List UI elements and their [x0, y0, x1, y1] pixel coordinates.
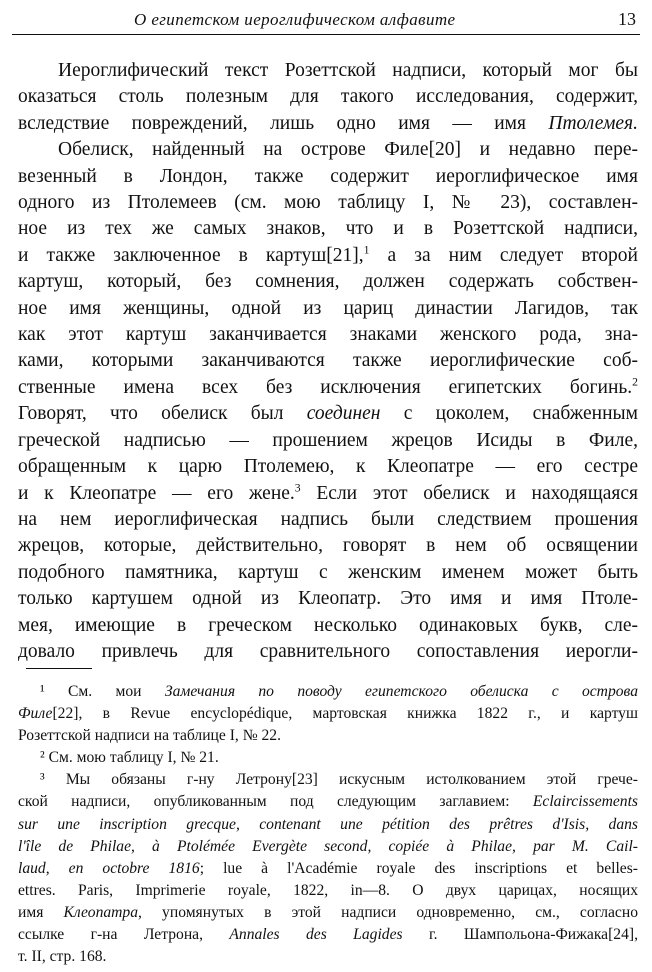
editor-reference: [23] [291, 771, 318, 789]
paragraph-2-line-18: только картушем одной из Клеопатр. Это имя и имя Птоле- [18, 588, 638, 610]
text-run: ; lue à l'Académie royale des inscriptions et belles- [199, 859, 638, 877]
page-number: 13 [618, 9, 636, 29]
footnotes [18, 681, 638, 968]
text-run: ственные имена всех без исключения египетских богинь. [18, 376, 633, 398]
footnote-2: ² См. мою таблицу I, № 21. [40, 749, 219, 767]
footnote-3-line-2 [18, 791, 638, 813]
italic-word: соединен [306, 403, 381, 425]
text-run: искусным истолкованием этой грече- [317, 771, 638, 789]
main-text [18, 58, 638, 665]
running-header [12, 8, 640, 35]
text-run: ской надписи, опубликованным под следующим заглавием: [18, 793, 510, 811]
editor-reference: [22] [52, 705, 79, 723]
footnote-3-line-9: т. II, стр. 168. [18, 948, 107, 966]
footnote-marker-2: 2 [632, 375, 638, 389]
footnote-3-line-1 [18, 769, 638, 791]
italic-title: Филе [18, 705, 53, 723]
italic-name-cleopatra: Клеопатра [63, 903, 139, 921]
text-run: , [634, 926, 638, 944]
footnote-1-line-1 [18, 681, 638, 703]
text-run: с цоколем, снабженным [403, 403, 638, 425]
paragraph-2-line-11 [18, 401, 638, 427]
paragraph-2-line-20: довало привлечь для сравнительного сопоставления иерогли- [18, 640, 638, 662]
text-run: Говорят, что обелиск был [18, 403, 284, 425]
footnote-divider [26, 668, 92, 669]
text-run: и к Клеопатре — его жене. [18, 482, 295, 504]
italic-title: Eclaircissements [532, 793, 638, 811]
text-run: , в Revue encyclopédique, мартовская книжка 1822 г., и картуш [78, 705, 638, 723]
footnote-marker-3: 3 [294, 481, 301, 494]
text-run: ссылке г-на Летрона, [18, 926, 203, 944]
paragraph-2-line-3: одного из Птолемеев (см. мою таблицу I, № 23), составлен- [18, 192, 638, 214]
paragraph-1-line-2: оказаться столь полезным для такого исследования, содержит, [18, 86, 638, 108]
paragraph-2-line-9: ками, которыми заканчиваются также иероглифические соб- [18, 350, 638, 372]
paragraph-1-line-3 [18, 111, 638, 137]
text-run: ³ Мы обязаны г-ну Летрону [40, 771, 292, 789]
footnote-1-line-3: Розеттской надписи на таблице I, № 22. [18, 727, 281, 745]
paragraph-1-line-1: Иероглифический текст Розеттской надписи, который мог бы [58, 60, 638, 81]
text-run: Если этот обелиск и находящаяся [300, 482, 638, 504]
running-title: О египетском иероглифическом алфавите [134, 10, 456, 29]
footnote-3-line-3: sur une inscription grecque, contenant une pétition des prêtres d'Isis, dans [18, 815, 638, 833]
text-run: Обелиск, найденный на острове Филе [58, 139, 429, 161]
italic-title: laud, en octobre 1816 [18, 859, 200, 877]
paragraph-2-line-7: ное имя женщины, одной из цариц династии Лагидов, так [18, 297, 638, 319]
footnote-3-line-5 [18, 858, 638, 880]
paragraph-2-line-6: картуш, который, без сомнения, должен содержать собствен- [18, 271, 638, 293]
paragraph-2-line-17: подобного памятника, картуш с женским именем может быть [18, 561, 638, 583]
paragraph-2-line-8: как этот картуш заканчивается знаками женского рода, зна- [18, 324, 638, 346]
footnote-1-line-2 [18, 703, 638, 725]
text-run: имя [18, 903, 44, 921]
text-run: а за ним следует второй [369, 244, 638, 266]
text-run: вследствие повреждений, лишь одно имя — имя [18, 112, 526, 134]
paragraph-2-line-10 [18, 375, 638, 401]
footnote-3-line-6: ettres. Paris, Imprimerie royale, 1822, in—8. О двух царицах, носящих [18, 881, 638, 899]
paragraph-2-line-16: жрецов, которые, действительно, говорят в нем об освящении [18, 535, 638, 557]
paragraph-2-line-5: и также заключенное в картуш[21],$^1$ а за ним следует второй [18, 243, 638, 266]
paragraph-2-line-13: обращенным к царю Птолемею, к Клеопатре — его сестре [18, 456, 638, 478]
italic-title: Замечания по поводу египетского обелиска с острова [164, 683, 638, 700]
editor-reference: [20] [428, 139, 462, 161]
text-run: ¹ См. мои [40, 683, 142, 700]
footnote-3-line-4: l'île de Philae, à Ptolémée Evergète second, copiée à Philae, par M. Cail- [18, 837, 638, 855]
text-run: г. Шампольона-Фижака [402, 926, 609, 944]
editor-reference: [24] [608, 926, 635, 944]
paragraph-2-line-15: на нем иероглифическая надпись были следствием прошения [18, 508, 638, 530]
paragraph-2-line-1 [18, 137, 638, 163]
text-run: и также заключенное в картуш [18, 244, 327, 266]
editor-reference: [21] [326, 244, 359, 266]
paragraph-2-line-19: мея, имеющие в греческом несколько одинаковых букв, сле- [18, 614, 638, 636]
footnote-3-line-7 [18, 902, 638, 924]
paragraph-2-line-4: ное из тех же самых знаков, что и в Розеттской надписи, [18, 218, 638, 240]
paragraph-2-line-2: везенный в Лондон, также содержит иероглифическое имя [18, 165, 638, 187]
italic-title: Annales des Lagides [229, 926, 403, 944]
paragraph-2-line-14 [18, 481, 638, 507]
footnote-marker-1: 1 [363, 243, 370, 257]
paragraph-2-line-12: греческой надписью — прошением жрецов Исиды в Филе, [18, 429, 638, 451]
italic-name-ptolemy: Птолемея. [548, 112, 638, 134]
text-run: и недавно пере- [461, 139, 638, 161]
footnote-3-line-8 [18, 924, 638, 946]
text-run: , упомянутых в этой надписи одновременно, см., согласно [138, 903, 638, 921]
